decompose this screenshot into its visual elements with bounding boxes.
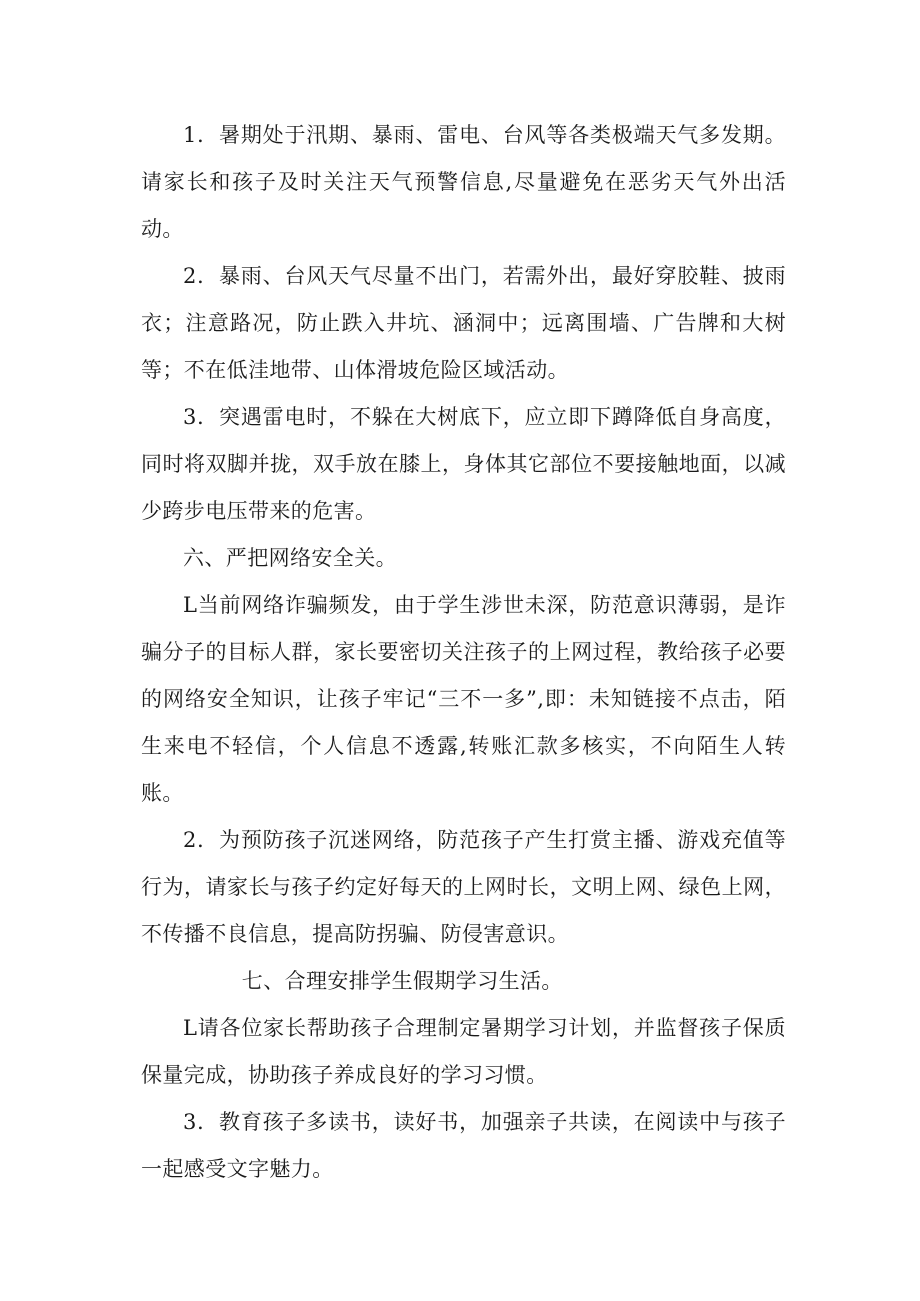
paragraph-internet-addiction: 2．为预防孩子沉迷网络，防范孩子产生打赏主播、游戏充值等行为，请家长与孩子约定好每天的上网时长，文明上网、绿色上网，不传播不良信息，提高防拐骗、防侵害意识。	[141, 828, 786, 946]
paragraph-storm-safety: 2．暴雨、台风天气尽量不出门，若需外出，最好穿胶鞋、披雨衣；注意路况，防止跌入井坑、涵洞中；远离围墙、广告牌和大树等；不在低洼地带、山体滑坡危险区域活动。	[141, 264, 786, 382]
section-heading-study-life: 七、合理安排学生假期学习生活。	[241, 969, 563, 993]
paragraph-weather-warning: 1．暑期处于汛期、暴雨、雷电、台风等各类极端天气多发期。请家长和孩子及时关注天气预警信息,尽量避免在恶劣天气外出活动。	[141, 123, 786, 241]
document-body	[141, 112, 786, 1193]
paragraph-lightning-safety: 3．突遇雷电时，不躲在大树底下，应立即下蹲降低自身高度，同时将双脚并拢，双手放在膝上，身体其它部位不要接触地面，以减少跨步电压带来的危害。	[141, 405, 786, 523]
paragraph-reading: 3．教育孩子多读书，读好书，加强亲子共读，在阅读中与孩子一起感受文字魅力。	[141, 1110, 786, 1181]
paragraph-study-plan: L请各位家长帮助孩子合理制定暑期学习计划，并监督孩子保质保量完成，协助孩子养成良好的学习习惯。	[141, 1016, 786, 1087]
section-heading-network-safety: 六、严把网络安全关。	[183, 546, 397, 570]
paragraph-online-fraud: L当前网络诈骗频发，由于学生涉世未深，防范意识薄弱，是诈骗分子的目标人群，家长要密切关注孩子的上网过程，教给孩子必要的网络安全知识，让孩子牢记“三不一多”,即：未知链接不点击，陌生来电不轻信，个人信息不透露,转账汇款多核实，不向陌生人转账。	[141, 593, 786, 805]
